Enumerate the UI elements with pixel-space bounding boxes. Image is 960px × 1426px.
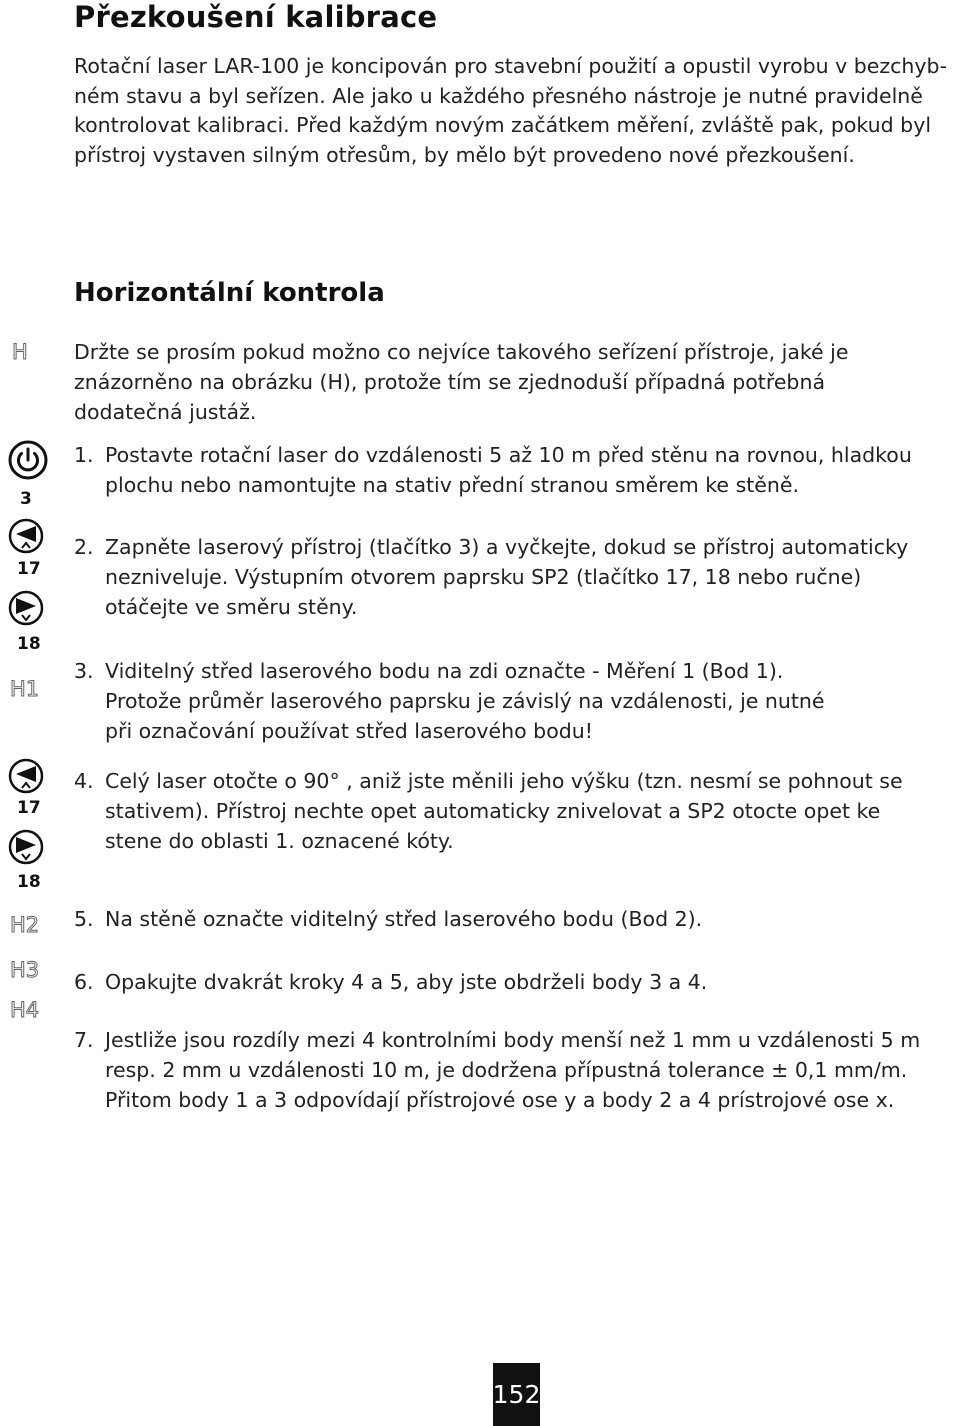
- button-number-3: 3: [20, 489, 32, 509]
- step-number: 4.: [74, 769, 94, 793]
- right-arrow-button-icon: [8, 590, 44, 626]
- figure-marker-h4: H4: [10, 998, 40, 1022]
- button-number-18: 18: [17, 634, 41, 654]
- section-paragraph: [74, 338, 904, 427]
- intro-line: kontrolovat kalibraci. Před každým novým začátkem měření, zvláště pak, pokud byl: [74, 113, 932, 138]
- step-line: při označování používat střed laserového bodu!: [105, 718, 593, 743]
- figure-marker-h2: H2: [10, 913, 40, 937]
- paragraph-line: dodatečná justáž.: [74, 399, 257, 424]
- right-arrow-button-icon: [8, 829, 44, 865]
- figure-marker-h1: H1: [10, 677, 40, 701]
- page-number: 152: [493, 1363, 540, 1426]
- intro-line: ném stavu a byl seřízen. Ale jako u každého přesného nástroje je nutné pravidelně: [74, 83, 923, 108]
- step-7: [74, 1026, 954, 1116]
- step-6: [74, 968, 954, 998]
- step-line: Zapněte laserový přístroj (tlačítko 3) a vyčkejte, dokud se přístroj automaticky: [105, 535, 909, 559]
- page-title: Přezkoušení kalibrace: [74, 0, 438, 34]
- figure-marker-h3: H3: [10, 958, 40, 982]
- step-number: 2.: [74, 535, 94, 559]
- step-line: stene do oblasti 1. oznacené kóty.: [105, 828, 454, 853]
- intro-line: Rotační laser LAR-100 je koncipován pro stavební použití a opustil vyrobu v bezchyb-: [74, 54, 947, 78]
- intro-paragraph: [74, 52, 960, 170]
- step-line: Celý laser otočte o 90° , aniž jste měnili jeho výšku (tzn. nesmí se pohnout se: [105, 769, 903, 793]
- button-number-17: 17: [17, 798, 41, 818]
- paragraph-line: znázorněno na obrázku (H), protože tím se zjednoduší případná potřebná: [74, 369, 826, 394]
- step-line: plochu nebo namontujte na stativ přední stranou směrem ke stěně.: [105, 472, 800, 497]
- step-number: 3.: [74, 659, 94, 683]
- step-number: 5.: [74, 907, 94, 931]
- step-line: Jestliže jsou rozdíly mezi 4 kontrolními body menší než 1 mm u vzdálenosti 5 m: [105, 1028, 921, 1052]
- step-line: resp. 2 mm u vzdálenosti 10 m, je dodržena přípustná tolerance ± 0,1 mm/m.: [105, 1057, 908, 1082]
- step-line: Opakujte dvakrát kroky 4 a 5, aby jste obdrželi body 3 a 4.: [105, 970, 708, 994]
- step-line: Viditelný střed laserového bodu na zdi označte - Měření 1 (Bod 1).: [105, 659, 784, 683]
- step-line: nezniveluje. Výstupním otvorem paprsku SP2 (tlačítko 17, 18 nebo ručne): [105, 564, 862, 589]
- paragraph-line: Držte se prosím pokud možno co nejvíce takového seřízení přístroje, jaké je: [74, 340, 849, 364]
- step-4: [74, 767, 954, 857]
- step-1: [74, 441, 954, 501]
- step-line: Na stěně označte viditelný střed laserového bodu (Bod 2).: [105, 907, 703, 931]
- button-number-17: 17: [17, 559, 41, 579]
- step-line: stativem). Přístroj nechte opet automaticky znivelovat a SP2 otocte opet ke: [105, 798, 881, 823]
- step-line: Přitom body 1 a 3 odpovídají přístrojové ose y a body 2 a 4 prístrojové ose x.: [105, 1087, 895, 1112]
- step-line: Postavte rotační laser do vzdálenosti 5 až 10 m před stěnu na rovnou, hladkou: [105, 443, 912, 467]
- left-arrow-button-icon: [8, 758, 44, 794]
- step-2: [74, 533, 954, 623]
- intro-line: přístroj vystaven silným otřesům, by mělo být provedeno nové přezkoušení.: [74, 142, 855, 167]
- step-number: 7.: [74, 1028, 94, 1052]
- power-button-icon: [8, 440, 48, 480]
- step-5: [74, 905, 954, 935]
- figure-marker-h: H: [12, 340, 28, 364]
- step-number: 6.: [74, 970, 94, 994]
- left-arrow-button-icon: [8, 518, 44, 554]
- step-number: 1.: [74, 443, 94, 467]
- step-line: Protože průměr laserového paprsku je závislý na vzdálenosti, je nutné: [105, 688, 825, 713]
- section-heading: Horizontální kontrola: [74, 278, 385, 308]
- step-line: otáčejte ve směru stěny.: [105, 594, 358, 619]
- step-3: [74, 657, 954, 747]
- button-number-18: 18: [17, 872, 41, 892]
